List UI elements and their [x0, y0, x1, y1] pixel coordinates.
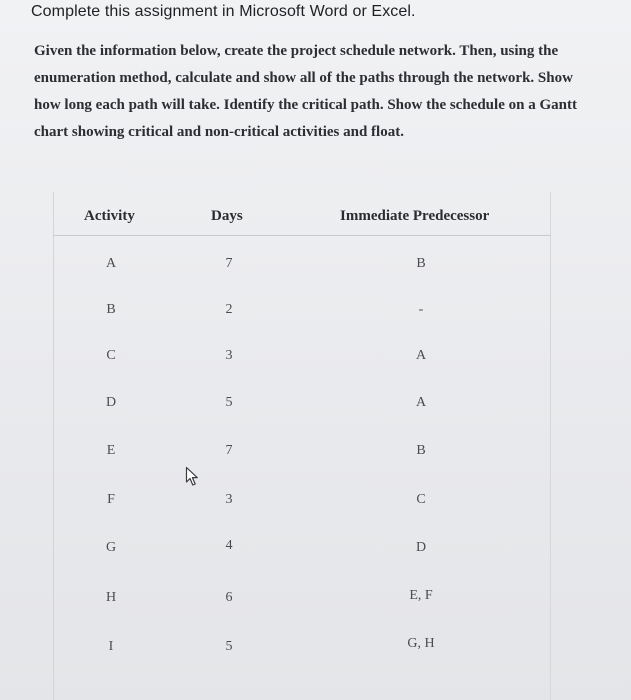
cell-activity: I: [108, 639, 114, 654]
cell-days: 7: [225, 443, 233, 458]
column-header-days: Days: [211, 208, 243, 224]
mouse-pointer-icon: [185, 466, 201, 488]
column-header-activity: Activity: [84, 208, 135, 224]
cell-predecessor: B: [416, 443, 426, 458]
table-header-divider: [53, 235, 551, 236]
cell-predecessor: C: [416, 492, 426, 507]
cell-days: 5: [225, 639, 233, 654]
cell-predecessor: A: [415, 348, 427, 363]
cell-days: 4: [225, 538, 233, 553]
cell-days: 5: [225, 395, 233, 410]
cell-predecessor: G, H: [407, 636, 435, 651]
instructions-line: chart showing critical and non-critical activities and float.: [34, 124, 404, 140]
cell-predecessor: A: [415, 395, 427, 410]
cell-days: 7: [225, 256, 233, 271]
cell-predecessor: -: [418, 302, 424, 317]
activity-table: [53, 192, 551, 700]
cell-activity: E: [106, 443, 116, 458]
instructions-paragraph: [34, 38, 584, 146]
cell-activity: A: [105, 256, 117, 271]
cell-predecessor: D: [415, 540, 427, 555]
cell-predecessor: B: [416, 256, 426, 271]
cell-activity: H: [105, 590, 117, 605]
cell-activity: F: [107, 492, 115, 507]
assignment-heading: Complete this assignment in Microsoft Word or Excel.: [31, 3, 416, 20]
cell-predecessor: E, F: [409, 588, 433, 603]
cell-activity: D: [105, 395, 117, 410]
cell-days: 6: [225, 590, 233, 605]
column-header-predecessor: Immediate Predecessor: [340, 208, 490, 224]
instructions-line: how long each path will take. Identify the critical path. Show the schedule on a Gantt: [34, 97, 577, 113]
cell-activity: B: [106, 302, 116, 317]
cell-days: 3: [225, 348, 233, 363]
cell-days: 2: [225, 302, 233, 317]
cell-activity: C: [106, 348, 116, 363]
table-border-left: [53, 192, 54, 700]
cell-activity: G: [105, 540, 117, 555]
table-border-right: [550, 192, 551, 700]
cell-days: 3: [225, 492, 233, 507]
instructions-line: Given the information below, create the project schedule network. Then, using the: [34, 43, 559, 59]
instructions-line: enumeration method, calculate and show all of the paths through the network. Show: [34, 70, 573, 86]
